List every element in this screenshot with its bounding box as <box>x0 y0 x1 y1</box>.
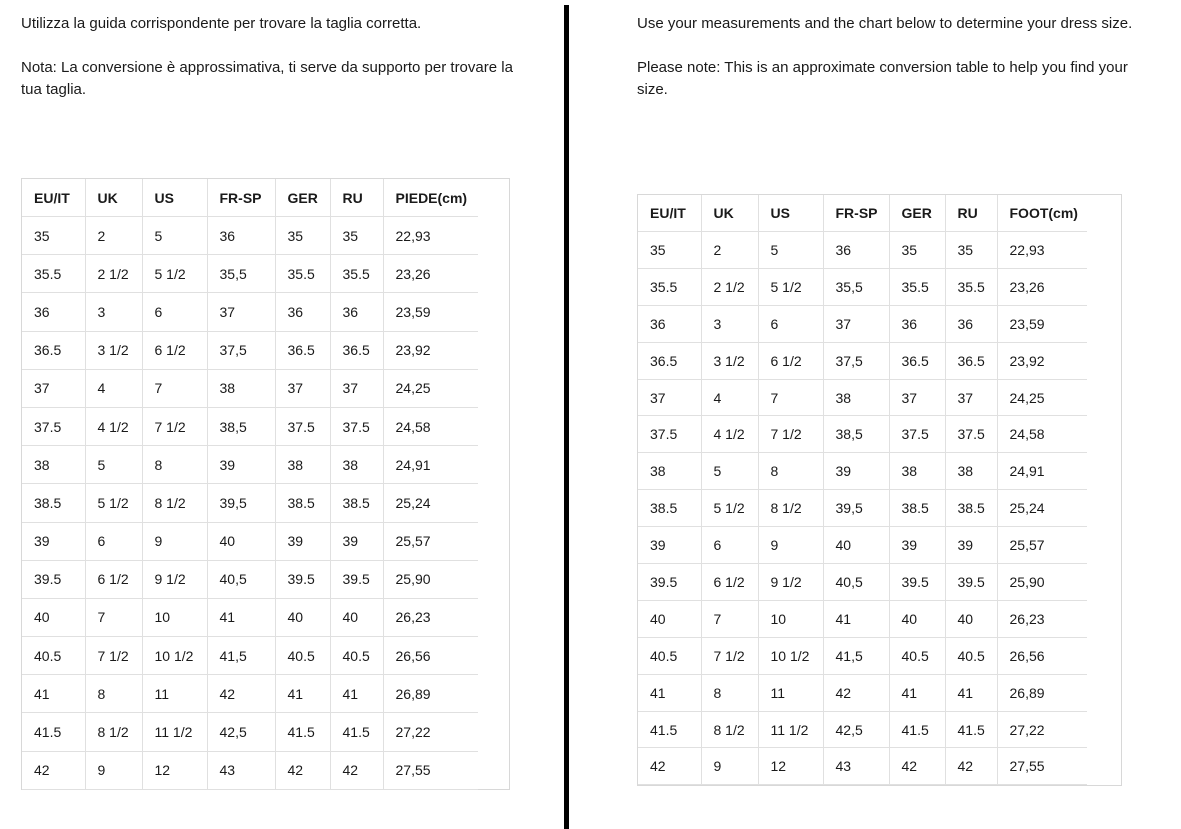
table-cell: 41,5 <box>207 637 275 675</box>
table-cell: 40.5 <box>638 637 701 674</box>
table-cell: 6 <box>142 293 207 331</box>
table-cell: 38.5 <box>889 490 945 527</box>
table-row <box>22 484 478 522</box>
table-row <box>638 342 1087 379</box>
table-cell: 7 <box>85 598 142 636</box>
table-cell: 41 <box>945 674 997 711</box>
table-cell: 36.5 <box>330 331 383 369</box>
table-cell: 38.5 <box>275 484 330 522</box>
table-cell: 10 1/2 <box>758 637 823 674</box>
table-cell: 25,57 <box>997 527 1087 564</box>
table-cell: 41.5 <box>945 711 997 748</box>
table-row <box>22 522 478 560</box>
table-cell: 38 <box>889 453 945 490</box>
table-cell: 40,5 <box>207 560 275 598</box>
column-header: EU/IT <box>638 195 701 232</box>
table-row <box>22 560 478 598</box>
table-row <box>638 637 1087 674</box>
table-cell: 9 <box>142 522 207 560</box>
table-cell: 37,5 <box>207 331 275 369</box>
table-cell: 36.5 <box>22 331 85 369</box>
table-cell: 26,23 <box>383 598 478 636</box>
table-cell: 41 <box>889 674 945 711</box>
table-cell: 41 <box>638 674 701 711</box>
table-cell: 39 <box>945 527 997 564</box>
table-cell: 40,5 <box>823 564 889 601</box>
table-cell: 38 <box>22 446 85 484</box>
table-cell: 5 1/2 <box>758 268 823 305</box>
table-cell: 38.5 <box>22 484 85 522</box>
table-row <box>22 255 478 293</box>
table-cell: 5 <box>758 232 823 269</box>
table-row <box>22 598 478 636</box>
table-cell: 40 <box>275 598 330 636</box>
table-cell: 2 <box>85 217 142 255</box>
table-cell: 42 <box>945 748 997 785</box>
table-cell: 40.5 <box>889 637 945 674</box>
table-cell: 2 <box>701 232 758 269</box>
table-cell: 36 <box>330 293 383 331</box>
table-cell: 7 <box>758 379 823 416</box>
table-cell: 25,24 <box>383 484 478 522</box>
table-cell: 39.5 <box>889 564 945 601</box>
table-cell: 23,92 <box>383 331 478 369</box>
table-row <box>22 751 478 789</box>
table-cell: 38.5 <box>945 490 997 527</box>
size-table-container <box>21 178 510 790</box>
table-cell: 35 <box>22 217 85 255</box>
table-cell: 5 1/2 <box>85 484 142 522</box>
table-cell: 41 <box>275 675 330 713</box>
table-cell: 40 <box>823 527 889 564</box>
column-header: FOOT(cm) <box>997 195 1087 232</box>
table-header <box>638 195 1087 232</box>
table-cell: 38 <box>275 446 330 484</box>
table-cell: 23,59 <box>383 293 478 331</box>
table-cell: 24,25 <box>997 379 1087 416</box>
intro-instruction: Use your measurements and the chart below to determine your dress size. <box>637 15 1133 32</box>
table-cell: 27,55 <box>383 751 478 789</box>
table-cell: 40 <box>945 600 997 637</box>
table-cell: 41 <box>207 598 275 636</box>
table-cell: 41.5 <box>889 711 945 748</box>
intro-instruction: Utilizza la guida corrispondente per trovare la taglia corretta. <box>21 15 422 32</box>
intro-note: Please note: This is an approximate conversion table to help you find your size. <box>637 59 1128 98</box>
table-row <box>638 379 1087 416</box>
table-cell: 9 <box>701 748 758 785</box>
table-cell: 11 1/2 <box>758 711 823 748</box>
table-cell: 39 <box>275 522 330 560</box>
table-cell: 26,56 <box>383 637 478 675</box>
table-cell: 43 <box>823 748 889 785</box>
table-cell: 23,26 <box>997 268 1087 305</box>
table-cell: 35.5 <box>275 255 330 293</box>
column-header: RU <box>330 179 383 217</box>
table-cell: 37.5 <box>889 416 945 453</box>
table-cell: 41 <box>823 600 889 637</box>
table-row <box>638 564 1087 601</box>
table-cell: 39.5 <box>275 560 330 598</box>
table-cell: 36.5 <box>275 331 330 369</box>
table-row <box>22 675 478 713</box>
table-cell: 40 <box>22 598 85 636</box>
table-cell: 35.5 <box>22 255 85 293</box>
intro-text <box>21 13 531 101</box>
size-table-container <box>637 194 1122 786</box>
table-row <box>638 674 1087 711</box>
table-row <box>638 453 1087 490</box>
table-cell: 39 <box>638 527 701 564</box>
table-cell: 25,57 <box>383 522 478 560</box>
table-cell: 26,89 <box>383 675 478 713</box>
table-cell: 26,23 <box>997 600 1087 637</box>
table-cell: 37.5 <box>22 407 85 445</box>
table-row <box>22 331 478 369</box>
table-cell: 22,93 <box>383 217 478 255</box>
table-cell: 37.5 <box>638 416 701 453</box>
column-header: GER <box>889 195 945 232</box>
table-cell: 36 <box>207 217 275 255</box>
table-cell: 4 <box>85 369 142 407</box>
table-cell: 36 <box>945 305 997 342</box>
column-header: PIEDE(cm) <box>383 179 478 217</box>
table-cell: 36 <box>22 293 85 331</box>
table-cell: 9 <box>758 527 823 564</box>
table-cell: 8 <box>142 446 207 484</box>
table-cell: 37 <box>945 379 997 416</box>
table-cell: 7 1/2 <box>758 416 823 453</box>
table-cell: 12 <box>758 748 823 785</box>
table-cell: 36.5 <box>945 342 997 379</box>
table-cell: 36 <box>275 293 330 331</box>
table-row <box>22 713 478 751</box>
table-cell: 40 <box>889 600 945 637</box>
table-row <box>638 232 1087 269</box>
table-cell: 23,92 <box>997 342 1087 379</box>
table-row <box>638 490 1087 527</box>
table-cell: 24,58 <box>383 407 478 445</box>
table-cell: 35 <box>330 217 383 255</box>
table-cell: 25,24 <box>997 490 1087 527</box>
table-cell: 37 <box>275 369 330 407</box>
column-header: FR-SP <box>823 195 889 232</box>
table-cell: 38 <box>330 446 383 484</box>
table-body <box>22 217 478 790</box>
table-cell: 35.5 <box>638 268 701 305</box>
table-cell: 23,26 <box>383 255 478 293</box>
table-cell: 41 <box>22 675 85 713</box>
table-cell: 25,90 <box>383 560 478 598</box>
table-cell: 42 <box>638 748 701 785</box>
table-cell: 35.5 <box>889 268 945 305</box>
table-cell: 40 <box>330 598 383 636</box>
table-cell: 36 <box>823 232 889 269</box>
table-cell: 4 <box>701 379 758 416</box>
table-cell: 24,58 <box>997 416 1087 453</box>
table-cell: 38,5 <box>823 416 889 453</box>
column-header: UK <box>85 179 142 217</box>
table-cell: 37 <box>638 379 701 416</box>
table-cell: 37 <box>823 305 889 342</box>
table-cell: 39,5 <box>207 484 275 522</box>
table-cell: 24,25 <box>383 369 478 407</box>
table-row <box>22 637 478 675</box>
table-cell: 24,91 <box>997 453 1087 490</box>
table-cell: 42,5 <box>823 711 889 748</box>
table-cell: 7 1/2 <box>142 407 207 445</box>
table-cell: 12 <box>142 751 207 789</box>
table-cell: 2 1/2 <box>701 268 758 305</box>
table-cell: 26,56 <box>997 637 1087 674</box>
table-cell: 8 1/2 <box>758 490 823 527</box>
table-cell: 35.5 <box>330 255 383 293</box>
table-cell: 3 1/2 <box>701 342 758 379</box>
table-cell: 39 <box>207 446 275 484</box>
table-cell: 4 1/2 <box>701 416 758 453</box>
table-cell: 6 1/2 <box>142 331 207 369</box>
table-cell: 35,5 <box>823 268 889 305</box>
table-row <box>22 293 478 331</box>
table-cell: 35 <box>945 232 997 269</box>
table-row <box>638 416 1087 453</box>
table-cell: 9 1/2 <box>758 564 823 601</box>
table-cell: 38,5 <box>207 407 275 445</box>
table-cell: 5 <box>701 453 758 490</box>
table-body <box>638 232 1087 785</box>
table-cell: 38 <box>823 379 889 416</box>
table-row <box>22 407 478 445</box>
table-cell: 39.5 <box>638 564 701 601</box>
table-cell: 8 1/2 <box>701 711 758 748</box>
table-cell: 8 <box>758 453 823 490</box>
table-row <box>22 369 478 407</box>
table-cell: 37.5 <box>275 407 330 445</box>
table-row <box>638 305 1087 342</box>
vertical-divider <box>564 5 569 829</box>
table-cell: 4 1/2 <box>85 407 142 445</box>
table-cell: 7 <box>142 369 207 407</box>
table-cell: 27,22 <box>383 713 478 751</box>
table-cell: 41.5 <box>330 713 383 751</box>
table-row <box>22 217 478 255</box>
table-cell: 36.5 <box>638 342 701 379</box>
column-header: EU/IT <box>22 179 85 217</box>
table-cell: 39 <box>823 453 889 490</box>
table-row <box>638 527 1087 564</box>
table-cell: 8 <box>701 674 758 711</box>
table-cell: 22,93 <box>997 232 1087 269</box>
column-header: GER <box>275 179 330 217</box>
column-header: FR-SP <box>207 179 275 217</box>
size-conversion-table <box>22 179 478 790</box>
table-cell: 38 <box>638 453 701 490</box>
table-cell: 42 <box>889 748 945 785</box>
table-row <box>22 446 478 484</box>
table-cell: 35,5 <box>207 255 275 293</box>
table-cell: 42 <box>22 751 85 789</box>
table-row <box>638 748 1087 785</box>
table-cell: 7 <box>701 600 758 637</box>
table-cell: 38.5 <box>638 490 701 527</box>
table-cell: 35.5 <box>945 268 997 305</box>
table-cell: 42 <box>275 751 330 789</box>
table-cell: 39.5 <box>330 560 383 598</box>
intro-text <box>637 13 1157 101</box>
table-cell: 27,55 <box>997 748 1087 785</box>
table-cell: 11 1/2 <box>142 713 207 751</box>
table-cell: 5 <box>85 446 142 484</box>
table-row <box>638 600 1087 637</box>
table-cell: 39 <box>22 522 85 560</box>
table-cell: 6 <box>758 305 823 342</box>
table-cell: 41.5 <box>275 713 330 751</box>
column-header: US <box>758 195 823 232</box>
table-cell: 7 1/2 <box>85 637 142 675</box>
table-cell: 8 1/2 <box>142 484 207 522</box>
table-cell: 41.5 <box>22 713 85 751</box>
table-cell: 39 <box>889 527 945 564</box>
table-cell: 42 <box>823 674 889 711</box>
table-cell: 37.5 <box>945 416 997 453</box>
table-cell: 8 <box>85 675 142 713</box>
table-cell: 38 <box>207 369 275 407</box>
table-cell: 39 <box>330 522 383 560</box>
column-header: US <box>142 179 207 217</box>
table-cell: 38 <box>945 453 997 490</box>
table-cell: 38.5 <box>330 484 383 522</box>
table-cell: 3 1/2 <box>85 331 142 369</box>
table-cell: 6 <box>85 522 142 560</box>
table-cell: 41 <box>330 675 383 713</box>
table-cell: 23,59 <box>997 305 1087 342</box>
table-cell: 5 <box>142 217 207 255</box>
table-cell: 36.5 <box>889 342 945 379</box>
intro-note: Nota: La conversione è approssimativa, ti serve da supporto per trovare la tua taglia. <box>21 59 513 98</box>
table-cell: 25,90 <box>997 564 1087 601</box>
table-cell: 42 <box>207 675 275 713</box>
table-cell: 42 <box>330 751 383 789</box>
table-cell: 8 1/2 <box>85 713 142 751</box>
table-cell: 40 <box>638 600 701 637</box>
table-cell: 37 <box>22 369 85 407</box>
table-cell: 6 1/2 <box>701 564 758 601</box>
table-cell: 40.5 <box>330 637 383 675</box>
table-cell: 35 <box>889 232 945 269</box>
header-row <box>638 195 1087 232</box>
table-cell: 41.5 <box>638 711 701 748</box>
table-cell: 6 1/2 <box>85 560 142 598</box>
table-cell: 40.5 <box>22 637 85 675</box>
table-cell: 37 <box>330 369 383 407</box>
table-cell: 3 <box>701 305 758 342</box>
table-cell: 36 <box>638 305 701 342</box>
table-cell: 40.5 <box>275 637 330 675</box>
table-cell: 35 <box>275 217 330 255</box>
table-row <box>638 268 1087 305</box>
table-cell: 42,5 <box>207 713 275 751</box>
table-row <box>638 711 1087 748</box>
table-cell: 40.5 <box>945 637 997 674</box>
table-cell: 37.5 <box>330 407 383 445</box>
table-cell: 39.5 <box>945 564 997 601</box>
table-cell: 6 <box>701 527 758 564</box>
table-cell: 41,5 <box>823 637 889 674</box>
size-conversion-table <box>638 195 1087 785</box>
table-header <box>22 179 478 217</box>
table-cell: 35 <box>638 232 701 269</box>
table-cell: 3 <box>85 293 142 331</box>
table-cell: 5 1/2 <box>142 255 207 293</box>
table-cell: 24,91 <box>383 446 478 484</box>
table-cell: 26,89 <box>997 674 1087 711</box>
table-cell: 10 1/2 <box>142 637 207 675</box>
table-cell: 27,22 <box>997 711 1087 748</box>
table-cell: 37 <box>889 379 945 416</box>
table-cell: 39,5 <box>823 490 889 527</box>
table-cell: 9 <box>85 751 142 789</box>
table-cell: 9 1/2 <box>142 560 207 598</box>
table-cell: 39.5 <box>22 560 85 598</box>
table-cell: 37 <box>207 293 275 331</box>
column-header: UK <box>701 195 758 232</box>
table-cell: 40 <box>207 522 275 560</box>
table-cell: 11 <box>142 675 207 713</box>
header-row <box>22 179 478 217</box>
table-cell: 36 <box>889 305 945 342</box>
table-cell: 2 1/2 <box>85 255 142 293</box>
column-header: RU <box>945 195 997 232</box>
table-cell: 37,5 <box>823 342 889 379</box>
table-cell: 10 <box>758 600 823 637</box>
table-cell: 6 1/2 <box>758 342 823 379</box>
table-cell: 5 1/2 <box>701 490 758 527</box>
table-cell: 7 1/2 <box>701 637 758 674</box>
table-cell: 43 <box>207 751 275 789</box>
table-cell: 11 <box>758 674 823 711</box>
table-cell: 10 <box>142 598 207 636</box>
